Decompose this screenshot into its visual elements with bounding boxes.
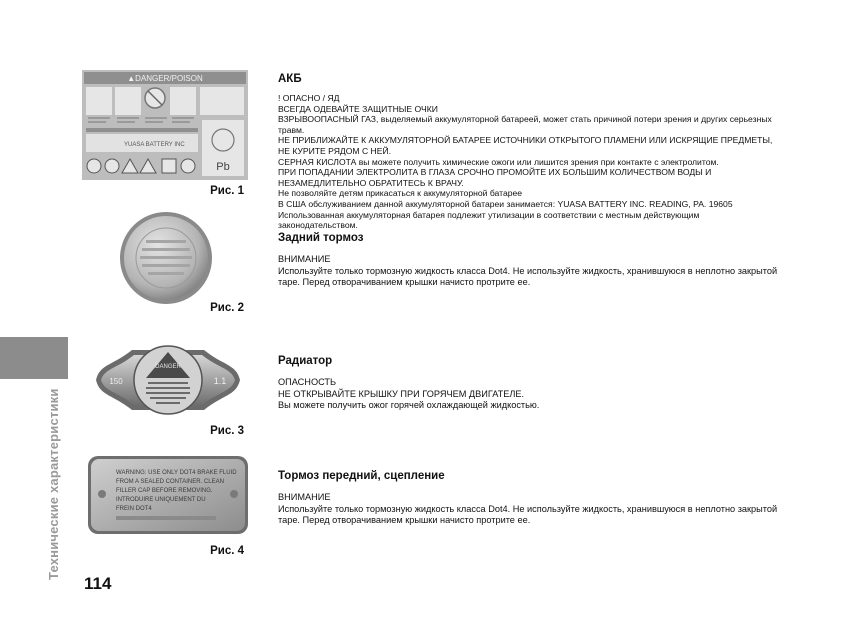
rear-brake-text	[278, 254, 778, 289]
rear-brake-line: Используйте только тормозную жидкость класса Dot4. Не используйте жидкость, хранившуюся в неплотно закрытой таре. Перед отворачиванием крышки начисто протрите ее.	[278, 265, 778, 288]
battery-line: СЕРНАЯ КИСЛОТА вы можете получить химические ожоги или лишится зрения при контакте с электролитом.	[278, 156, 719, 167]
front-brake-line: Используйте только тормозную жидкость класса Dot4. Не используйте жидкость, хранившуюся в неплотно закрытой таре. Перед отворачиванием крышки начисто протрите ее.	[278, 503, 778, 526]
section-battery	[278, 72, 778, 231]
label-pb: Pb	[216, 161, 230, 173]
rear-brake-cap-image	[118, 210, 214, 311]
label-bottom-text: YUASA BATTERY INC	[124, 142, 185, 148]
battery-title: АКБ	[278, 73, 302, 85]
figure-3-caption: Рис. 3	[210, 425, 244, 437]
page-number: 114	[84, 574, 112, 593]
radiator-text	[278, 377, 778, 412]
section-tab	[0, 337, 68, 379]
section-radiator	[278, 354, 778, 412]
radiator-line: Вы можете получить ожог горячей охлаждающей жидкостью.	[278, 400, 540, 411]
front-brake-text	[278, 492, 778, 527]
battery-line: В США обслуживанием данной аккумуляторной батареи занимается: YUASA BATTERY INC. READING, PA. 19605	[278, 198, 733, 209]
battery-line: ВЗРЫВООПАСНЫЙ ГАЗ, выделяемый аккумуляторной батареей, может стать причиной потери зрения и других серьезных травм.	[278, 114, 772, 135]
battery-line: Не позволяйте детям прикасаться к аккумуляторной батарее	[278, 188, 523, 199]
section-rear-brake	[278, 231, 778, 289]
battery-warning-label	[82, 70, 248, 180]
plate-line-5: FREIN DOT4	[116, 506, 152, 512]
battery-line: НЕ КУРИТЕ РЯДОМ С НЕЙ.	[278, 145, 392, 156]
figure-2-caption: Рис. 2	[210, 302, 244, 314]
front-brake-plate-image	[86, 454, 250, 541]
label-header: ▲DANGER/POISON	[127, 74, 203, 83]
battery-line: ! ОПАСНО / ЯД	[278, 93, 340, 103]
battery-line: ПРИ ПОПАДАНИИ ЭЛЕКТРОЛИТА В ГЛАЗА СРОЧНО ПРОМОЙТЕ ИХ БОЛЬШИМ КОЛИЧЕСТВОМ ВОДЫ И НЕЗАМЕДЛИТЕЛЬНО ОБРАТИТЕСЬ К ВРАЧУ.	[278, 167, 712, 188]
rear-brake-title: Задний тормоз	[278, 232, 364, 244]
radiator-title: Радиатор	[278, 355, 333, 367]
figure-4-caption: Рис. 4	[210, 545, 244, 557]
plate-line-1: WARNING: USE ONLY DOT4 BRAKE FLUID	[116, 470, 237, 476]
battery-text	[278, 93, 778, 231]
plate-line-3: FILLER CAP BEFORE REMOVING.	[116, 488, 213, 494]
plate-line-2: FROM A SEALED CONTAINER. CLEAN	[116, 479, 224, 485]
cap-right-number: 1.1	[213, 376, 227, 386]
battery-line: ВСЕГДА ОДЕВАЙТЕ ЗАЩИТНЫЕ ОЧКИ	[278, 103, 438, 114]
cap-warning-word: DANGER	[155, 364, 181, 370]
rear-brake-line: ВНИМАНИЕ	[278, 254, 331, 264]
front-brake-title: Тормоз передний, сцепление	[278, 470, 445, 482]
cap-left-number: 150	[109, 377, 123, 386]
figure-1-caption: Рис. 1	[210, 185, 244, 197]
battery-line: Использованная аккумуляторная батарея подлежит утилизации в соответствии с местным действующим законодательством.	[278, 209, 700, 231]
vertical-section-title: Технические характеристики	[46, 388, 61, 580]
radiator-line: ОПАСНОСТЬ	[278, 377, 337, 387]
section-front-brake	[278, 469, 778, 527]
battery-line: НЕ ПРИБЛИЖАЙТЕ К АККУМУЛЯТОРНОЙ БАТАРЕЕ ИСТОЧНИКИ ОТКРЫТОГО ПЛАМЕНИ ИЛИ ИСКРЯЩИЕ ПРЕДМЕТЫ,	[278, 135, 773, 146]
plate-line-4: INTRODUIRE UNIQUEMENT DU	[116, 497, 206, 503]
front-brake-line: ВНИМАНИЕ	[278, 492, 331, 502]
radiator-line: НЕ ОТКРЫВАЙТЕ КРЫШКУ ПРИ ГОРЯЧЕМ ДВИГАТЕЛЕ.	[278, 388, 525, 399]
radiator-cap-image	[92, 338, 244, 427]
